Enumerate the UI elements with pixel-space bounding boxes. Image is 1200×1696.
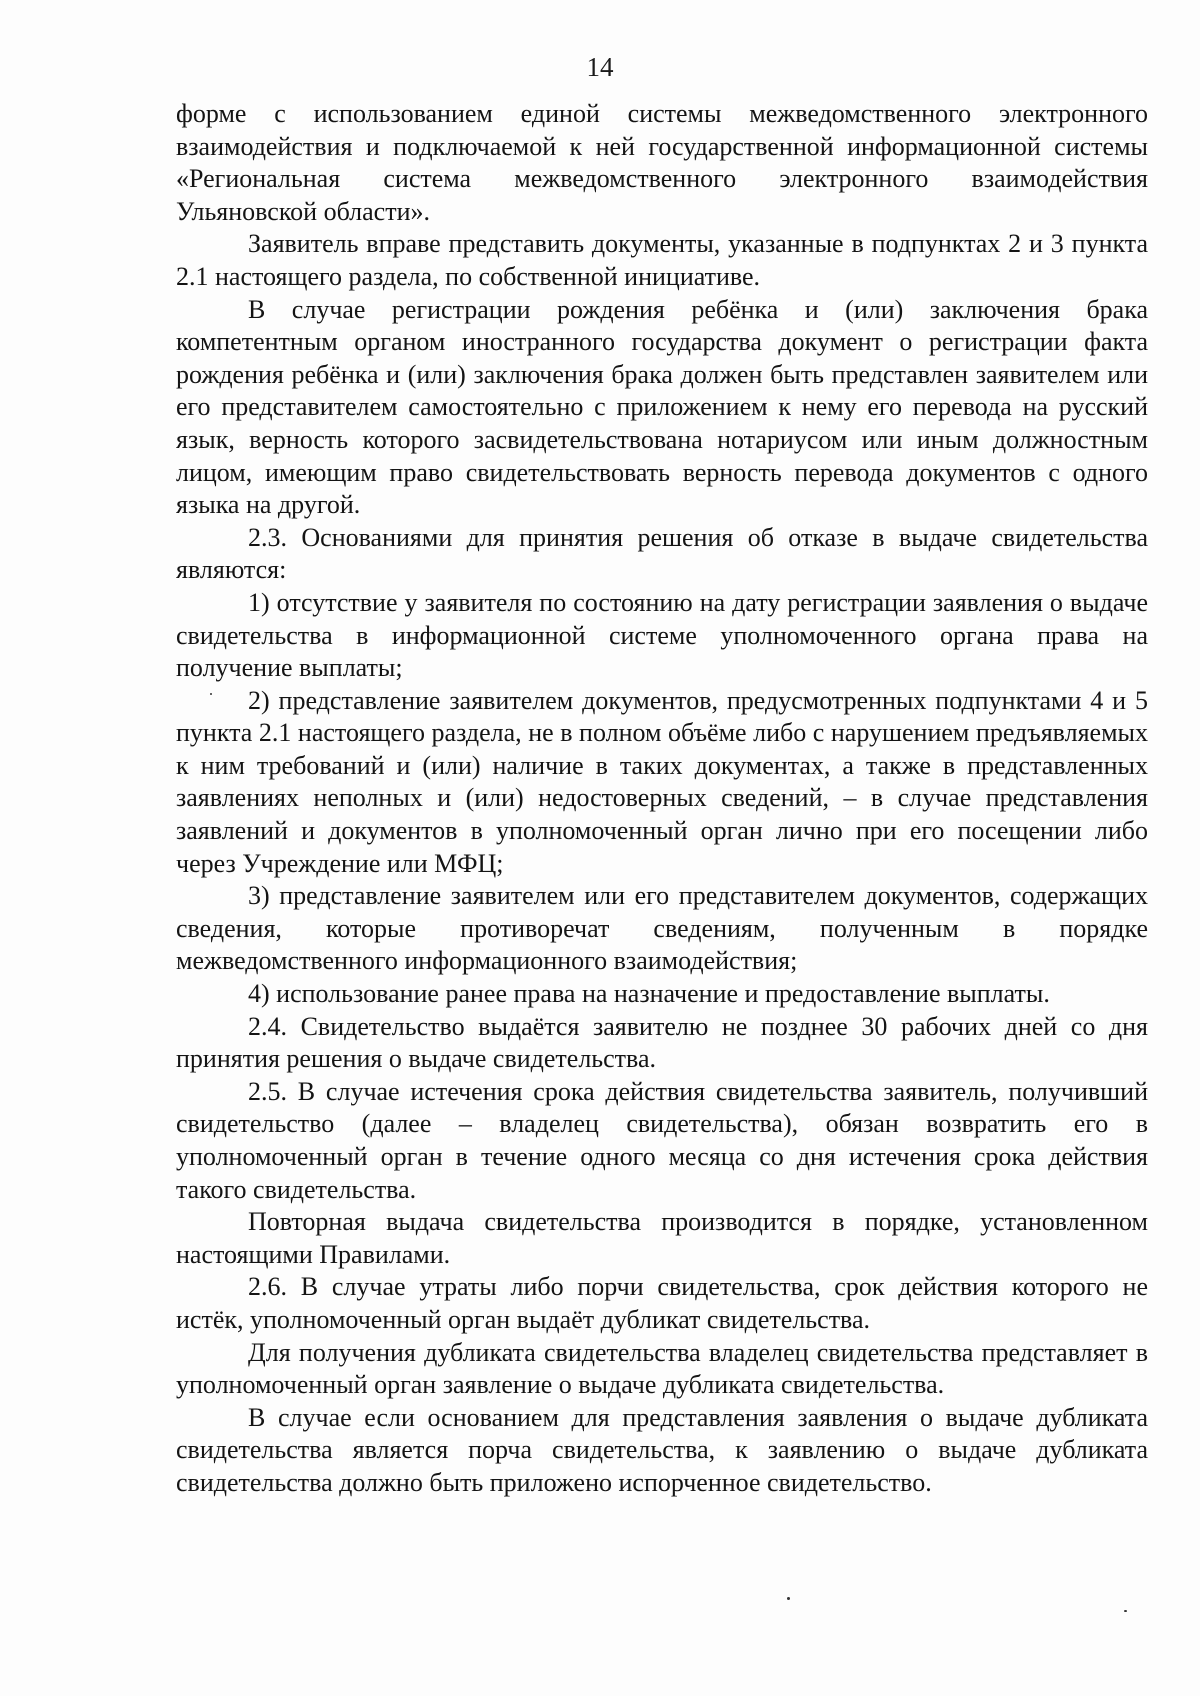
paragraph-12: 2.6. В случае утраты либо порчи свидетельства, срок действия которого не истёк, уполномоченный орган выдаёт дубликат свидетельства.	[176, 1272, 1148, 1334]
page-number: 14	[586, 52, 614, 82]
paragraph-6: 2) представление заявителем документов, предусмотренных подпунктами 4 и 5 пункта 2.1 настоящего раздела, не в полном объёме либо с нарушением предъявляемых к ним требований и (или) наличие в таких документах, а также в представленных заявлениях неполных и (или) недостоверных сведений, – в случае представления заявлений и документов в уполномоченный орган лично при его посещении либо через Учреждение или МФЦ;	[176, 685, 1148, 878]
scan-speck	[210, 693, 212, 695]
paragraph-14: В случае если основанием для представления заявления о выдаче дубликата свидетельства является порча свидетельства, к заявлению о выдаче дубликата свидетельства должно быть приложено испорченное свидетельство.	[176, 1402, 1148, 1497]
paragraph-2: Заявитель вправе представить документы, указанные в подпунктах 2 и 3 пункта 2.1 настоящего раздела, по собственной инициативе.	[176, 229, 1148, 291]
paragraph-9: 2.4. Свидетельство выдаётся заявителю не позднее 30 рабочих дней со дня принятия решения о выдаче свидетельства.	[176, 1011, 1148, 1074]
scan-speck	[1124, 1610, 1127, 1612]
paragraph-11: Повторная выдача свидетельства производится в порядке, установленном настоящими Правилами.	[176, 1207, 1148, 1269]
paragraph-8: 4) использование ранее права на назначение и предоставление выплаты.	[248, 979, 1050, 1009]
scan-speck	[787, 1597, 790, 1600]
paragraph-1: форме с использованием единой системы межведомственного электронного взаимодействия и подключаемой к ней государственной информационной системы «Региональная система межведомственного электронного взаимодействия Ульяновской области».	[176, 99, 1148, 226]
paragraph-5: 1) отсутствие у заявителя по состоянию на дату регистрации заявления о выдаче свидетельства в информационной системе уполномоченного органа права на получение выплаты;	[176, 587, 1148, 683]
paragraph-13: Для получения дубликата свидетельства владелец свидетельства представляет в уполномоченный орган заявление о выдаче дубликата свидетельства.	[176, 1337, 1148, 1400]
document-body	[176, 98, 1148, 1500]
paragraph-10: 2.5. В случае истечения срока действия свидетельства заявитель, получивший свидетельство (далее – владелец свидетельства), обязан возвратить его в уполномоченный орган в течение одного месяца со дня истечения срока действия такого свидетельства.	[176, 1076, 1148, 1204]
paragraph-7: 3) представление заявителем или его представителем документов, содержащих сведения, которые противоречат сведениям, полученным в порядке межведомственного информационного взаимодействия;	[176, 881, 1148, 976]
paragraph-4: 2.3. Основаниями для принятия решения об отказе в выдаче свидетельства являются:	[176, 522, 1148, 585]
paragraph-3: В случае регистрации рождения ребёнка и (или) заключения брака компетентным органом иностранного государства документ о регистрации факта рождения ребёнка и (или) заключения брака должен быть представлен заявителем или его представителем самостоятельно с приложением к нему его перевода на русский язык, верность которого засвидетельствована нотариусом или иным должностным лицом, имеющим право свидетельствовать верность перевода документов с одного языка на другой.	[176, 294, 1148, 520]
